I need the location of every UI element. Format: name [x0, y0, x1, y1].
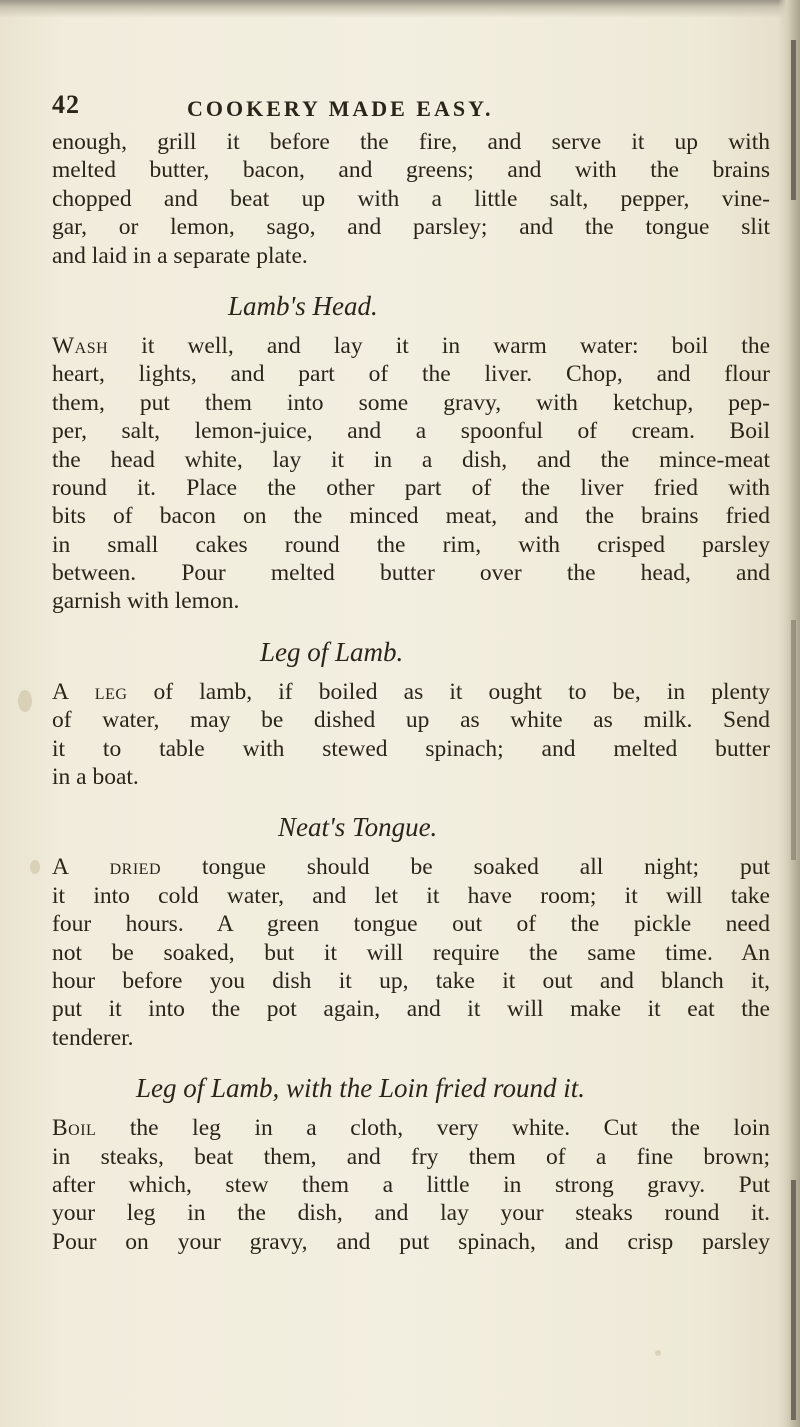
text-run: it well, and lay it in warm water: boil the: [108, 332, 770, 359]
text-line: Pour on your gravy, and put spinach, and crisp parsley: [52, 1228, 770, 1255]
text-line: melted butter, bacon, and greens; and with the brains: [52, 157, 770, 184]
text-line: after which, stew them a little in strong gravy. Put: [52, 1171, 770, 1198]
edge-shadow-mark: [791, 40, 796, 200]
text-line: it to table with stewed spinach; and melted butter: [52, 735, 770, 762]
text-line: them, put them into some gravy, with ketchup, pep-: [52, 389, 770, 416]
paper-stain: [18, 690, 32, 712]
text-line: hour before you dish it up, take it out and blanch it,: [52, 967, 770, 994]
text-line: [52, 1114, 770, 1142]
text-line: [52, 332, 770, 360]
text-run: tongue should be soaked all night; put: [161, 854, 770, 881]
text-run: the leg in a cloth, very white. Cut the loin: [96, 1115, 770, 1142]
text-line: round it. Place the other part of the liver fried with: [52, 474, 770, 501]
text-line: enough, grill it before the fire, and serve it up with: [52, 129, 770, 155]
page-number: 42: [52, 90, 80, 119]
text-line: garnish with lemon.: [52, 588, 240, 615]
text-line: heart, lights, and part of the liver. Chop, and flour: [52, 361, 770, 388]
text-line: your leg in the dish, and lay your steaks round it.: [52, 1200, 770, 1227]
running-head: [52, 90, 772, 130]
book-title-header: COOKERY MADE EASY.: [187, 96, 494, 121]
text-line: tenderer.: [52, 1024, 134, 1051]
text-line: four hours. A green tongue out of the pickle need: [52, 911, 770, 938]
recipe-heading-neats-tongue: Neat's Tongue.: [278, 812, 438, 843]
text-line: bits of bacon on the minced meat, and the brains fried: [52, 503, 770, 530]
lead-word: Boil: [52, 1115, 97, 1142]
paper-stain: [30, 860, 40, 874]
recipe-heading-leg-with-loin: Leg of Lamb, with the Loin fried round it.: [136, 1073, 586, 1104]
text-line: per, salt, lemon-juice, and a spoonful of cream. Boil: [52, 418, 770, 445]
text-line: not be soaked, but it will require the same time. An: [52, 939, 770, 966]
text-line: of water, may be dished up as white as milk. Send: [52, 707, 770, 734]
text-line: it into cold water, and let it have room; it will take: [52, 882, 770, 909]
text-line: in a boat.: [52, 764, 139, 791]
recipe-heading-lambs-head: Lamb's Head.: [228, 290, 378, 321]
body-text: [52, 128, 770, 1256]
paper-stain: [655, 1350, 661, 1356]
lead-word: A dried: [52, 854, 161, 881]
text-line: [52, 853, 770, 881]
text-line: in small cakes round the rim, with crisped parsley: [52, 531, 770, 558]
lead-word: Wash: [52, 332, 109, 359]
edge-shadow-mark: [791, 1180, 796, 1420]
edge-shadow-mark: [791, 620, 796, 860]
recipe-heading-leg-of-lamb: Leg of Lamb.: [260, 636, 404, 667]
text-line: and laid in a separate plate.: [52, 242, 308, 269]
lead-word: A leg: [52, 678, 128, 705]
text-line: in steaks, beat them, and fry them of a fine brown;: [52, 1143, 770, 1170]
right-page-edge: [778, 0, 800, 1427]
top-page-edge: [0, 0, 800, 18]
text-run: of lamb, if boiled as it ought to be, in plenty: [127, 678, 770, 705]
text-line: between. Pour melted butter over the head, and: [52, 560, 770, 587]
text-line: gar, or lemon, sago, and parsley; and the tongue slit: [52, 214, 770, 241]
text-line: chopped and beat up with a little salt, pepper, vine-: [52, 185, 770, 212]
text-line: put it into the pot again, and it will make it eat the: [52, 996, 770, 1023]
text-line: the head white, lay it in a dish, and the mince-meat: [52, 446, 770, 473]
text-line: [52, 678, 770, 706]
